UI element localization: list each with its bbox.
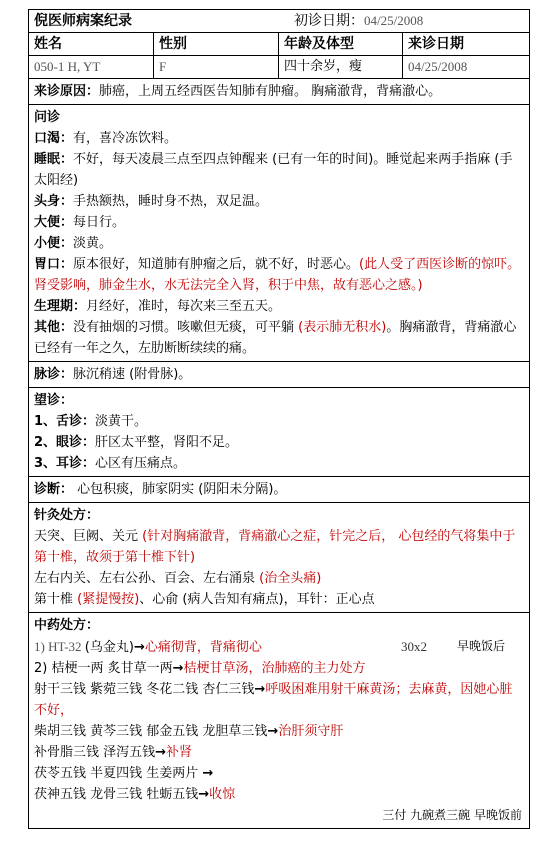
other-line bbox=[34, 317, 524, 359]
arrow-icon: → bbox=[202, 766, 214, 781]
urine-text: 淡黄。 bbox=[73, 236, 113, 251]
sex-header: 性别 bbox=[153, 33, 278, 55]
acupuncture-section bbox=[29, 502, 529, 612]
rx4-herbs: 柴胡三钱 黄芩三钱 郁金五钱 龙胆草三钱 bbox=[34, 724, 268, 739]
other-note: (表示肺无积水) bbox=[298, 320, 387, 335]
arrow-icon: → bbox=[155, 745, 167, 760]
acupuncture-points-3a: 第十椎 bbox=[34, 592, 78, 607]
pulse-text: 脉沉稍速 (附骨脉)。 bbox=[73, 367, 192, 382]
patient-sex-value: F bbox=[153, 56, 278, 78]
rx4-effect: 治肝须守肝 bbox=[278, 724, 344, 739]
herbal-rx-4 bbox=[34, 721, 524, 742]
menses-text: 月经好，准时，每次来三至五天。 bbox=[86, 299, 282, 314]
rx1-name: (乌金丸) bbox=[84, 640, 134, 655]
herbal-rx-2 bbox=[34, 658, 524, 679]
acupuncture-line-1 bbox=[34, 526, 524, 568]
rx7-effect: 收惊 bbox=[209, 787, 236, 802]
thirst-line bbox=[34, 128, 524, 149]
case-record-sheet bbox=[28, 9, 530, 829]
herbal-rx-6 bbox=[34, 763, 524, 784]
diagnosis-label: 诊断： bbox=[34, 482, 74, 497]
first-visit-date-value: 04/25/2008 bbox=[364, 13, 424, 28]
rx2-herbs: 2) 桔梗一两 炙甘草一两 bbox=[34, 661, 173, 676]
acupuncture-heading: 针灸处方： bbox=[34, 508, 100, 523]
acupuncture-note-2: (治全头痛) bbox=[259, 571, 322, 586]
arrow-icon: → bbox=[198, 787, 210, 802]
patient-info-value-row bbox=[29, 55, 529, 78]
other-text-a: 没有抽烟的习惯。咳嗽但无痰，可平躺 bbox=[73, 320, 299, 335]
sleep-line bbox=[34, 149, 524, 191]
inquiry-heading: 问诊 bbox=[34, 110, 61, 125]
observation-section bbox=[29, 387, 529, 476]
dosage-instructions: 三付 九碗煮三碗 早晚饭前 bbox=[382, 808, 522, 822]
complaint-text: 肺癌，上周五经西医告知肺有肿瘤。 胸痛澈背，背痛澈心。 bbox=[99, 84, 442, 99]
acupuncture-note-1: (针对胸痛澈背，背痛澈心之症，针完之后， 心包经的气将集中于第十椎，故须于第十椎下针) bbox=[34, 529, 516, 565]
rx2-effect: 桔梗甘草汤，治肺癌的主力处方 bbox=[183, 661, 366, 676]
record-title: 倪医师病案纪录 bbox=[34, 13, 132, 29]
herbal-rx-1 bbox=[34, 636, 524, 658]
patient-visit-date-value: 04/25/2008 bbox=[402, 56, 529, 78]
herbal-rx-3 bbox=[34, 679, 524, 721]
arrow-icon: → bbox=[133, 640, 145, 655]
inquiry-section bbox=[29, 104, 529, 361]
sleep-text: 不好，每天凌晨三点至四点钟醒来 (已有一年的时间)。睡觉起来两手指麻 (手太阳经) bbox=[34, 152, 513, 188]
rx5-effect: 补肾 bbox=[166, 745, 193, 760]
record-header bbox=[29, 10, 529, 32]
complaint-label: 来诊原因： bbox=[34, 84, 100, 99]
herbal-section bbox=[29, 612, 529, 828]
arrow-icon: → bbox=[267, 724, 279, 739]
acupuncture-points-3b: 、心俞 (病人告知有痛点)，耳针：正心点 bbox=[139, 592, 375, 607]
herbal-rx-7 bbox=[34, 784, 524, 805]
first-visit-date bbox=[294, 10, 423, 32]
patient-info-header-row bbox=[29, 32, 529, 55]
head-body-line bbox=[34, 191, 524, 212]
acupuncture-points-1: 天突、巨阙、关元 bbox=[34, 529, 143, 544]
thirst-label: 口渴： bbox=[34, 131, 74, 146]
urine-line bbox=[34, 233, 524, 254]
eye-label: 2、眼诊： bbox=[34, 435, 96, 450]
age-build-header: 年龄及体型 bbox=[278, 33, 402, 55]
diagnosis-text: 心包积痰，肺家阴实 (阴阳未分隔)。 bbox=[73, 482, 287, 497]
acupuncture-note-3: (紧提慢按) bbox=[77, 592, 140, 607]
appetite-line bbox=[34, 254, 524, 296]
patient-name-value: 050-1 H, YT bbox=[34, 59, 101, 74]
rx1-timing: 早晚饭后 bbox=[457, 639, 506, 653]
pulse-row bbox=[29, 361, 529, 387]
tongue-text: 淡黄干。 bbox=[95, 414, 148, 429]
arrow-icon: → bbox=[254, 682, 266, 697]
menses-label: 生理期： bbox=[34, 299, 87, 314]
ear-label: 3、耳诊： bbox=[34, 456, 96, 471]
urine-label: 小便： bbox=[34, 236, 74, 251]
observation-item bbox=[34, 453, 524, 474]
pulse-label: 脉诊： bbox=[34, 367, 74, 382]
herbal-heading: 中药处方： bbox=[34, 618, 100, 633]
appetite-label: 胃口： bbox=[34, 257, 74, 272]
menses-line bbox=[34, 296, 524, 317]
rx7-herbs: 茯神五钱 龙骨三钱 牡蛎五钱 bbox=[34, 787, 199, 802]
sleep-label: 睡眠： bbox=[34, 152, 74, 167]
thirst-text: 有，喜冷冻饮料。 bbox=[73, 131, 178, 146]
appetite-text: 原本很好，知道肺有肿瘤之后，就不好，时恶心。 bbox=[73, 257, 360, 272]
arrow-icon: → bbox=[172, 661, 184, 676]
observation-heading: 望诊： bbox=[34, 393, 74, 408]
head-body-label: 头身： bbox=[34, 194, 74, 209]
rx1-effect: 心痛彻背，背痛彻心 bbox=[144, 640, 262, 655]
rx3-effect: 呼吸困难用射干麻黄汤；去麻黄，因她心脏不好， bbox=[34, 682, 513, 718]
herbal-rx-5 bbox=[34, 742, 524, 763]
rx1-prefix: 1) HT-32 bbox=[34, 639, 85, 654]
appetite-note: (此人受了西医诊断的惊吓。肾受影响，肺金生水，水无法完全入肾，积于中焦，故有恶心之感。) bbox=[34, 257, 521, 293]
rx6-herbs: 茯苓五钱 半夏四钱 生姜两片 bbox=[34, 766, 203, 781]
diagnosis-row bbox=[29, 476, 529, 502]
visit-date-header: 来诊日期 bbox=[402, 33, 529, 55]
eye-text: 肝区太平整，肾阳不足。 bbox=[95, 435, 239, 450]
complaint-row bbox=[29, 78, 529, 104]
head-body-text: 手热额热，睡时身不热，双足温。 bbox=[73, 194, 269, 209]
stool-text: 每日行。 bbox=[73, 215, 126, 230]
stool-label: 大便： bbox=[34, 215, 74, 230]
rx1-quantity: 30x2 bbox=[401, 639, 427, 654]
other-text-b: 。胸痛澈背，背痛澈心已经有一年之久，左肋断断续续的痛。 bbox=[34, 320, 517, 356]
tongue-label: 1、舌诊： bbox=[34, 414, 96, 429]
rx3-herbs: 射干三钱 紫菀三钱 冬花二钱 杏仁三钱 bbox=[34, 682, 255, 697]
rx5-herbs: 补骨脂三钱 泽泻五钱 bbox=[34, 745, 156, 760]
stool-line bbox=[34, 212, 524, 233]
patient-age-build-value: 四十余岁，瘦 bbox=[278, 56, 402, 78]
acupuncture-line-2 bbox=[34, 568, 524, 589]
name-header: 姓名 bbox=[34, 36, 62, 52]
acupuncture-line-3 bbox=[34, 589, 524, 610]
first-visit-date-label: 初诊日期： bbox=[294, 13, 364, 29]
observation-item bbox=[34, 411, 524, 432]
acupuncture-points-2: 左右内关、左右公孙、百会、左右涌泉 bbox=[34, 571, 260, 586]
observation-item bbox=[34, 432, 524, 453]
other-label: 其他： bbox=[34, 320, 74, 335]
ear-text: 心区有压痛点。 bbox=[95, 456, 187, 471]
